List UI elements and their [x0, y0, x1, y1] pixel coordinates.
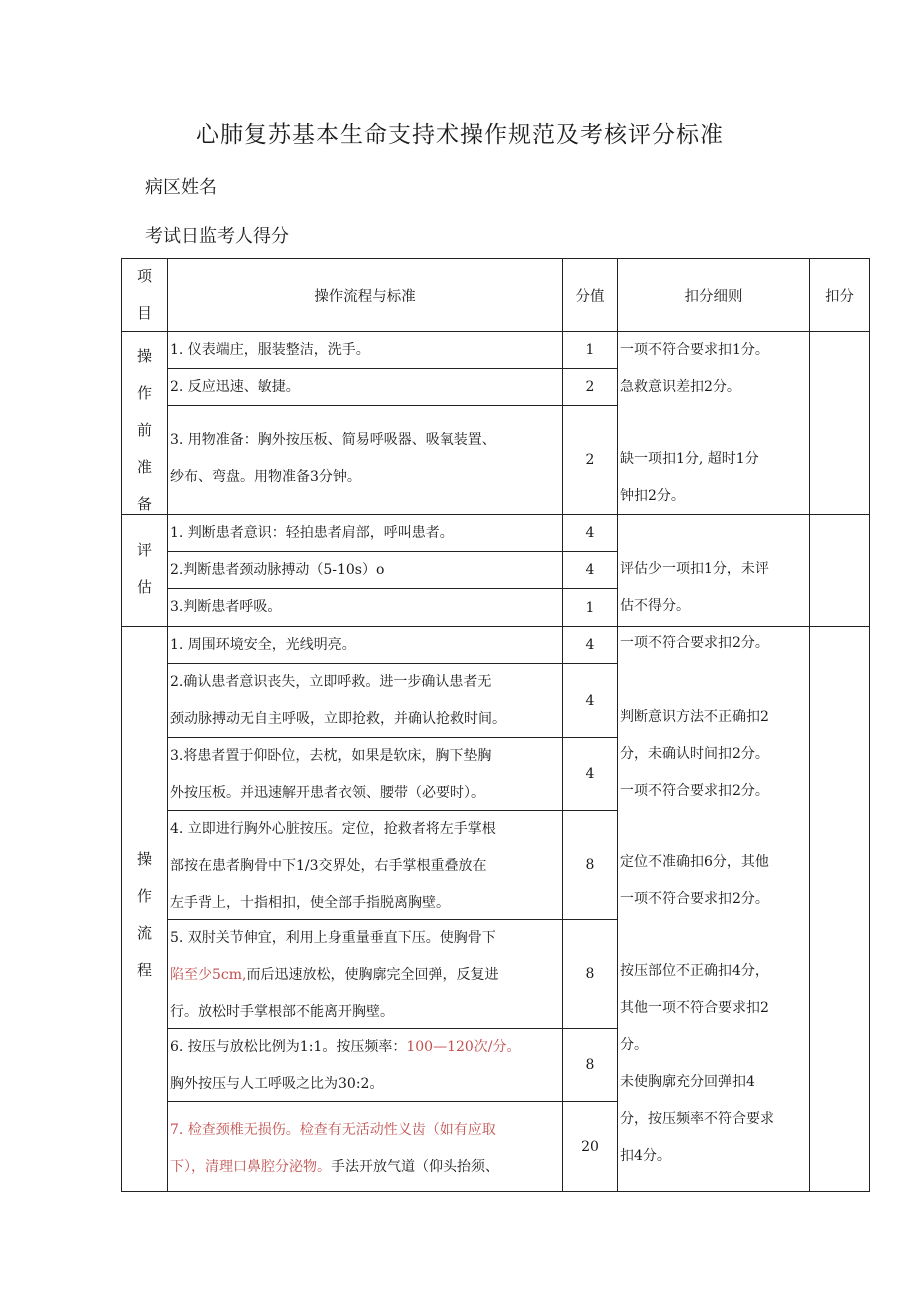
deduction-note-6 [620, 699, 810, 810]
process-op-5 [167, 919, 563, 1029]
process-line: 颈动脉搏动无自主呼吸，立即抢救，并确认抢救时间。 [170, 711, 506, 727]
category-char: 准 [136, 458, 152, 476]
process-text: 3.判断患者呼吸。 [170, 599, 282, 615]
category-char: 备 [136, 495, 152, 513]
header-process: 操作流程与标准 [167, 258, 563, 332]
score-op-2: 4 [562, 663, 618, 738]
category-char: 作 [136, 384, 152, 402]
process-line: 5. 双肘关节伸宜，利用上身重量垂直下压。使胸骨下 [170, 930, 496, 946]
deduction-line: 扣4分。 [620, 1148, 671, 1164]
score-op-4: 8 [562, 810, 618, 920]
process-op-7 [167, 1101, 563, 1192]
category-char: 程 [136, 961, 152, 979]
process-line: 纱布、弯盘。用物准备3分钟。 [170, 469, 361, 485]
deduction-line: 一项不符合要求扣2分。 [620, 783, 769, 799]
process-line: 行。放松时手掌根部不能离开胸壁。 [170, 1004, 394, 1020]
header-deduction: 扣分 [809, 258, 870, 332]
deduction-assess [809, 514, 870, 627]
process-op-3 [167, 737, 563, 811]
deduction-line: 分，按压频率不符合要求 [620, 1111, 774, 1127]
process-text: 1. 判断患者意识：轻拍患者肩部，呼叫患者。 [170, 524, 454, 541]
deduction-line: 一项不符合要求扣2分。 [620, 891, 769, 907]
deduction-note-2: 急救意识差扣2分。 [620, 379, 741, 395]
process-text: 6. 按压与放松比例为1:1。按压频率： [170, 1039, 407, 1055]
category-char: 操 [136, 850, 152, 868]
process-assess-1 [167, 514, 563, 552]
highlight-text: 下），清理口鼻腔分泌物。 [170, 1159, 331, 1175]
process-text: 1. 仪表端庄，服装整洁，洗手。 [170, 341, 370, 358]
score-op-3: 4 [562, 737, 618, 811]
process-line: 外按压板。并迅速解开患者衣领、腰带（必要时）。 [170, 785, 485, 801]
process-line: 胸外按压与人工呼吸之比为30:2。 [170, 1076, 384, 1092]
process-pre-1 [167, 331, 563, 369]
deduction-line: 其他一项不符合要求扣2 [620, 1000, 769, 1016]
category-assessment [121, 514, 168, 627]
deduction-line: 分，未确认时间扣2分。 [620, 746, 769, 762]
deduction-note-4 [620, 551, 810, 625]
highlight-text: 陷至少5cm, [170, 967, 247, 983]
deduction-line: 未使胸廓充分回弹扣4 [620, 1074, 755, 1090]
process-text: 2.判断患者颈动脉搏动（5-10s）o [170, 561, 385, 578]
process-text: 手法开放气道（仰头抬须、 [331, 1159, 499, 1175]
deduction-line: 缺一项扣1分, 超时1分 [620, 451, 759, 467]
highlight-text: 100—120次/分。 [406, 1039, 521, 1055]
process-line: 3.将患者置于仰卧位，去枕，如果是软床，胸下垫胸 [170, 748, 492, 764]
deduction-procedure [809, 626, 870, 1192]
process-text: 2. 反应迅速、敏捷。 [170, 378, 300, 395]
header-item-line2: 目 [136, 304, 152, 322]
process-assess-3 [167, 588, 563, 627]
process-op-6 [167, 1028, 563, 1102]
process-line [170, 957, 558, 994]
score-pre-3: 2 [562, 405, 618, 515]
score-op-6: 8 [562, 1028, 618, 1102]
process-line [170, 1149, 558, 1186]
score-pre-1: 1 [562, 331, 618, 369]
deduction-note-3 [620, 441, 810, 515]
category-char: 估 [136, 578, 152, 596]
deduction-note-5: 一项不符合要求扣2分。 [620, 635, 769, 651]
header-score: 分值 [562, 258, 618, 332]
deduction-note-9 [620, 1064, 810, 1175]
process-line: 7. 检查颈椎无损伤。检查有无活动性义齿（如有应取 [170, 1122, 496, 1138]
category-char: 流 [136, 924, 152, 942]
header-item [121, 258, 168, 332]
deduction-line: 分。 [620, 1037, 648, 1053]
deduction-pre [809, 331, 870, 515]
ward-name-line: 病区姓名 [145, 177, 217, 198]
score-op-5: 8 [562, 919, 618, 1029]
header-deduction-detail: 扣分细则 [617, 258, 810, 332]
category-char: 评 [136, 541, 152, 559]
score-op-1: 4 [562, 626, 618, 664]
category-char: 作 [136, 887, 152, 905]
process-pre-3 [167, 405, 563, 515]
category-char: 前 [136, 421, 152, 439]
process-text: 1. 周围环境安全，光线明亮。 [170, 636, 356, 653]
category-char: 操 [136, 347, 152, 365]
deduction-note-1: 一项不符合要求扣1分。 [620, 342, 769, 358]
deduction-line: 判断意识方法不正确扣2 [620, 709, 769, 725]
process-line [170, 1029, 558, 1066]
process-pre-2 [167, 368, 563, 406]
deduction-line: 定位不准确扣6分，其他 [620, 854, 769, 870]
score-assess-1: 4 [562, 514, 618, 552]
deduction-line: 评估少一项扣1分，未评 [620, 561, 769, 577]
deduction-note-8 [620, 953, 810, 1064]
process-text: 而后迅速放松，使胸廓完全回弹，反复进 [246, 967, 499, 983]
process-line: 3. 用物准备：胸外按压板、简易呼吸器、吸氧装置、 [170, 432, 496, 448]
process-op-1 [167, 626, 563, 664]
deduction-note-7 [620, 844, 810, 918]
header-item-line1: 项 [136, 267, 152, 285]
score-pre-2: 2 [562, 368, 618, 406]
process-line: 部按在患者胸骨中下1/3交界处，右手掌根重叠放在 [170, 858, 487, 874]
category-procedure [121, 626, 168, 1192]
score-op-7: 20 [562, 1101, 618, 1192]
score-assess-2: 4 [562, 551, 618, 589]
process-line: 2.确认患者意识丧失，立即呼救。进一步确认患者无 [170, 674, 492, 690]
process-line: 左手背上，十指相扣，使全部手指脱离胸壁。 [170, 895, 450, 911]
score-assess-3: 1 [562, 588, 618, 627]
document-title: 心肺复苏基本生命支持术操作规范及考核评分标准 [196, 122, 724, 148]
process-assess-2 [167, 551, 563, 589]
deduction-line: 按压部位不正确扣4分， [620, 963, 769, 979]
exam-date-examiner-line: 考试日监考人得分 [145, 226, 289, 247]
category-pre-operation [121, 331, 168, 515]
process-op-2 [167, 663, 563, 738]
deduction-line: 估不得分。 [620, 598, 690, 614]
process-op-4 [167, 810, 563, 920]
process-line: 4. 立即进行胸外心脏按压。定位，抢救者将左手掌根 [170, 821, 496, 837]
deduction-line: 钟扣2分。 [620, 488, 685, 504]
